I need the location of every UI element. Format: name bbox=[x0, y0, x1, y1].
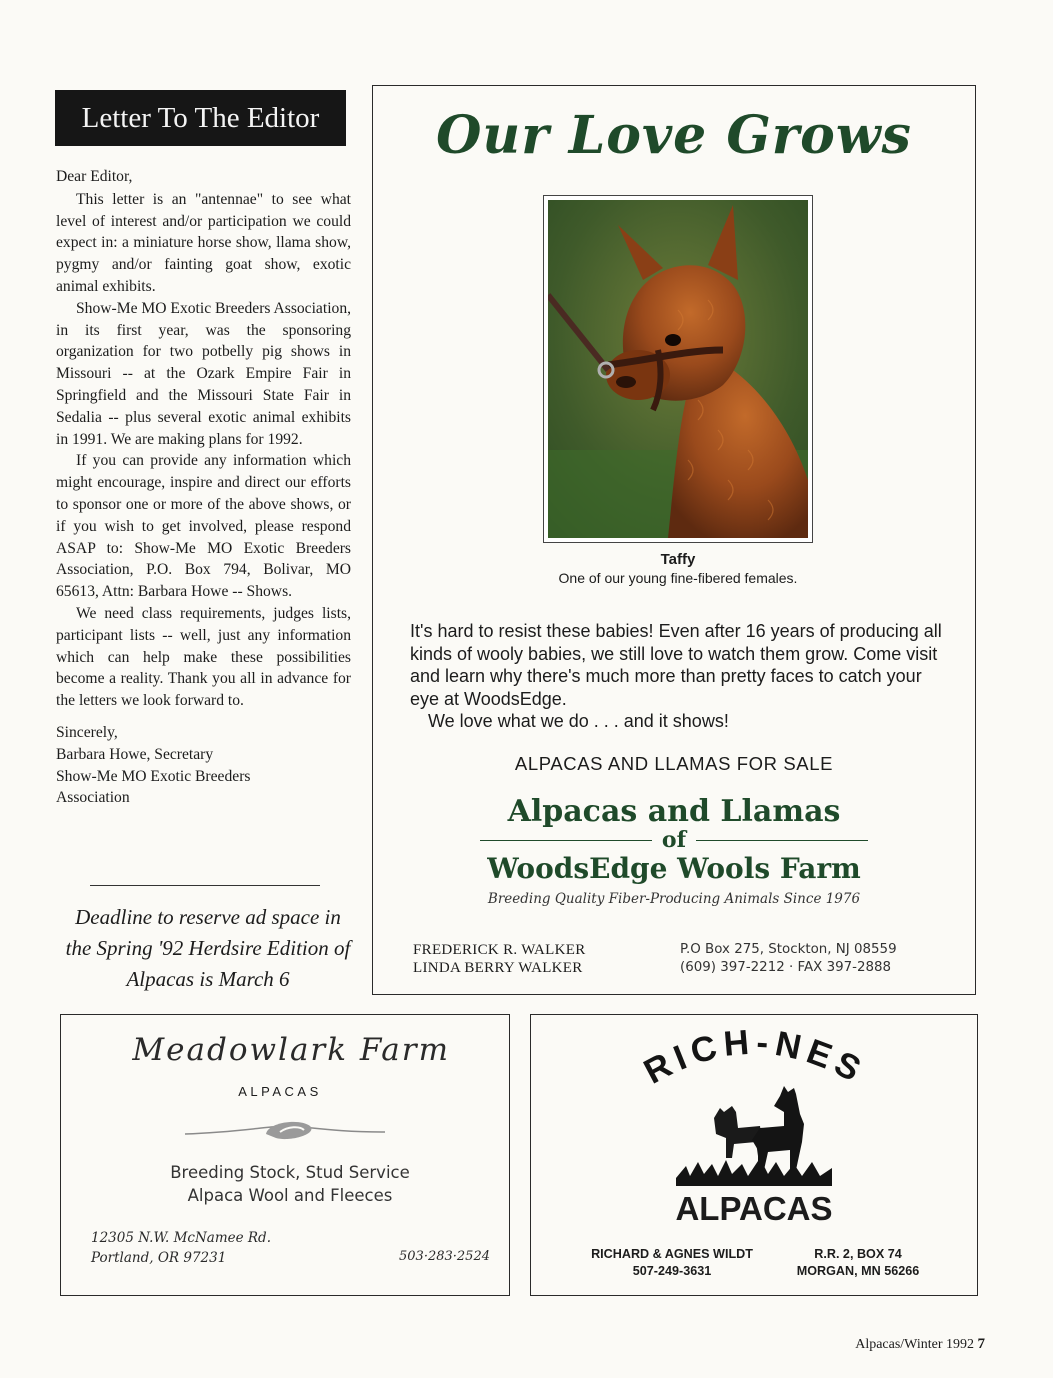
ad-phone: (609) 397-2212 · FAX 397-2888 bbox=[680, 960, 892, 975]
owners-line: RICHARD & AGNES WILDT bbox=[591, 1247, 753, 1261]
letter-paragraph: Show-Me MO Exotic Breeders Association, in its first year, was the sponsoring organization for two potbelly pig shows in Missouri -- at the Ozark Empire Fair in Springfield and the Missouri State Fair in Sedalia -- plus several exotic animal exhibits in 1991. We are making plans for 1992. bbox=[56, 299, 352, 448]
ad-contact bbox=[680, 941, 950, 977]
publication-name: Alpacas/Winter 1992 bbox=[855, 1337, 974, 1352]
richnes-address bbox=[778, 1246, 938, 1280]
page-number: 7 bbox=[977, 1336, 985, 1352]
address-line: Portland, OR 97231 bbox=[91, 1250, 227, 1266]
letter-divider bbox=[90, 885, 320, 886]
ad-address: P.O Box 275, Stockton, NJ 08559 bbox=[680, 942, 897, 957]
deadline-notice bbox=[48, 902, 368, 995]
farm-name-line-2: WoodsEdge Wools Farm bbox=[487, 852, 861, 885]
letter-header: Letter To The Editor bbox=[55, 90, 346, 146]
services-line: Alpaca Wool and Fleeces bbox=[187, 1186, 393, 1205]
farm-of-word: of bbox=[661, 827, 687, 853]
owners-phone: 507-249-3631 bbox=[632, 1264, 712, 1278]
owner-name: FREDERICK R. WALKER bbox=[413, 942, 586, 958]
photo-caption-name: Taffy bbox=[660, 551, 696, 568]
address-line: MORGAN, MN 56266 bbox=[796, 1264, 920, 1278]
letter-signature-name: Barbara Howe, Secretary bbox=[56, 745, 214, 763]
ad-owners bbox=[413, 941, 643, 977]
letter-closing bbox=[56, 722, 351, 809]
letter-salutation: Dear Editor, bbox=[56, 168, 133, 185]
swoosh-logo-icon bbox=[180, 1112, 390, 1148]
letter-signature-org-cont: Association bbox=[56, 789, 130, 807]
ad-body-copy bbox=[410, 620, 950, 733]
meadowlark-subtitle: ALPACAS bbox=[238, 1084, 322, 1099]
divider-rule bbox=[696, 840, 868, 841]
page-footer bbox=[760, 1336, 985, 1353]
meadowlark-title: Meadowlark Farm bbox=[132, 1032, 450, 1068]
meadowlark-services bbox=[60, 1161, 520, 1207]
for-sale-line: ALPACAS AND LLAMAS FOR SALE bbox=[514, 753, 834, 774]
ad-body-slogan: We love what we do . . . and it shows! bbox=[428, 711, 729, 731]
deadline-line: Deadline to reserve ad space in bbox=[75, 905, 341, 929]
owner-name: LINDA BERRY WALKER bbox=[413, 960, 583, 976]
richnes-owners bbox=[572, 1246, 772, 1280]
letter-body bbox=[56, 166, 351, 809]
alpaca-portrait-image bbox=[548, 200, 808, 538]
meadowlark-address bbox=[91, 1228, 351, 1268]
ad-body-paragraph: It's hard to resist these babies! Even after 16 years of producing all kinds of wooly babies, we still love to watch them grow. Come visit and learn why there's much more than pretty faces to catch your eye at WoodsEdge. bbox=[410, 621, 942, 709]
letter-closing-word: Sincerely, bbox=[56, 723, 118, 741]
letter-paragraph: This letter is an "antennae" to see what level of interest and/or participation we could expect in: a miniature horse show, llama show, pygmy and/or fainting goat show, exotic animal exhibits. bbox=[56, 190, 351, 295]
alpaca-photo bbox=[543, 195, 813, 543]
photo-caption: One of our young fine-fibered females. bbox=[558, 570, 798, 586]
divider-rule bbox=[480, 840, 652, 841]
richnes-title: ALPACAS bbox=[675, 1190, 833, 1227]
services-line: Breeding Stock, Stud Service bbox=[170, 1163, 410, 1182]
letter-signature-org: Show-Me MO Exotic Breeders bbox=[56, 767, 251, 785]
farm-tagline: Breeding Quality Fiber-Producing Animals Since 1976 bbox=[487, 891, 861, 907]
farm-of-divider bbox=[372, 828, 976, 852]
farm-name-line-1: Alpacas and Llamas bbox=[507, 794, 841, 829]
alpaca-silhouette-icon bbox=[676, 1078, 832, 1188]
meadowlark-phone: 503·283·2524 bbox=[399, 1249, 490, 1264]
ad-headline: Our Love Grows bbox=[436, 105, 912, 166]
richnes-arc-text: RICH-NES bbox=[637, 1022, 873, 1092]
address-line: 12305 N.W. McNamee Rd. bbox=[91, 1230, 271, 1246]
deadline-line: the Spring '92 Herdsire Edition of bbox=[65, 936, 351, 960]
letter-paragraph: If you can provide any information which might encourage, inspire and direct our efforts to sponsor one or more of the above shows, or if you wish to get involved, please respond ASAP to: Show-Me MO Exotic Breeders Association, P.O. Box 794, Bolivar, MO 65613, Attn: Barbara Howe -- Shows. bbox=[56, 452, 351, 601]
deadline-line: Alpacas is March 6 bbox=[126, 967, 290, 991]
address-line: R.R. 2, BOX 74 bbox=[814, 1247, 902, 1261]
letter-paragraph: We need class requirements, judges lists, participant lists -- well, just any information which can help make these possibilities become a reality. Thank you all in advance for the letters we look forward to. bbox=[56, 604, 351, 710]
